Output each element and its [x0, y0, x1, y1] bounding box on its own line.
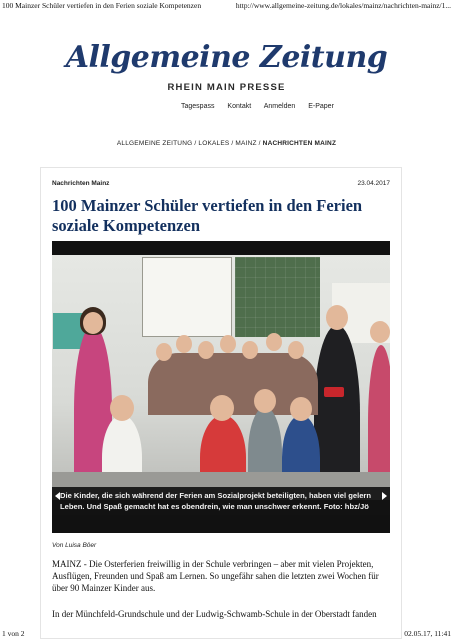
article-paragraph: MAINZ - Die Osterferien freiwillig in der Schule verbringen – aber mit vielen Projekten, Ausflügen, Freunden und Spaß am Lernen. So ungefähr sahen die letzten zwei Wochen für über 90 Mainzer Kinder aus. — [52, 559, 379, 593]
masthead — [0, 40, 453, 93]
nav-link-kontakt[interactable]: Kontakt — [227, 103, 252, 110]
print-timestamp: 02.05.17, 11:41 — [404, 629, 451, 638]
face-shape — [176, 335, 192, 353]
nav-link-epaper[interactable]: E-Paper — [308, 103, 334, 110]
caption-line: Leben. Und Spaß gemacht hat es obendrein, wie man unschwer erkennt. Foto: hbz/Jö — [60, 501, 369, 511]
logo-subtitle: RHEIN MAIN PRESSE — [167, 82, 286, 93]
breadcrumb — [0, 140, 453, 147]
face-shape — [210, 395, 234, 421]
print-header-title: 100 Mainzer Schüler vertiefen in den Ferien soziale Kompetenzen — [2, 1, 202, 10]
face-shape — [83, 312, 103, 334]
face-shape — [326, 305, 348, 330]
previous-arrow-icon[interactable] — [55, 492, 60, 500]
caption-line: Die Kinder, die sich während der Ferien am Sozialprojekt beteiligten, haben viel gelern — [60, 491, 372, 500]
top-navigation — [181, 103, 345, 110]
article-date: 23.04.2017 — [357, 180, 390, 187]
face-shape — [156, 343, 172, 361]
newspaper-logo[interactable]: Allgemeine Zeitung — [65, 40, 388, 75]
breadcrumb-separator: / — [231, 140, 234, 147]
article-category[interactable]: Nachrichten Mainz — [52, 180, 110, 187]
face-shape — [266, 333, 282, 351]
page-counter: 1 von 2 — [2, 629, 25, 638]
breadcrumb-item[interactable]: ALLGEMEINE ZEITUNG — [116, 140, 193, 147]
article-paragraph: In der Münchfeld-Grundschule und der Ludwig-Schwamb-Schule in der Oberstadt fanden — [52, 609, 377, 619]
article-author: Von Luisa Böer — [52, 542, 97, 549]
breadcrumb-separator: / — [258, 140, 261, 147]
whiteboard-drawing — [142, 257, 232, 337]
face-shape — [110, 395, 134, 421]
breadcrumb-item[interactable]: LOKALES — [198, 140, 230, 147]
face-shape — [220, 335, 236, 353]
nav-link-anmelden[interactable]: Anmelden — [263, 103, 296, 110]
face-shape — [290, 397, 312, 421]
photo-caption — [52, 487, 390, 515]
next-arrow-icon[interactable] — [382, 492, 387, 500]
breadcrumb-current: NACHRICHTEN MAINZ — [262, 140, 337, 147]
face-shape — [198, 341, 214, 359]
print-header-url: http://www.allgemeine-zeitung.de/lokales/mainz/nachrichten-mainz/1... — [235, 1, 451, 10]
face-shape — [288, 341, 304, 359]
article-photo[interactable] — [52, 241, 390, 533]
face-shape — [370, 321, 390, 343]
face-shape — [242, 341, 258, 359]
photo-scene — [52, 255, 390, 500]
green-chalkboard — [235, 257, 320, 337]
article-card — [40, 167, 402, 639]
article-meta — [52, 180, 390, 187]
face-shape — [254, 389, 276, 413]
red-book — [324, 387, 344, 397]
breadcrumb-item[interactable]: MAINZ — [235, 140, 257, 147]
breadcrumb-separator: / — [194, 140, 197, 147]
nav-link-tagespass[interactable]: Tagespass — [181, 103, 215, 110]
article-headline: 100 Mainzer Schüler vertiefen in den Ferien soziale Kompetenzen — [52, 196, 363, 235]
